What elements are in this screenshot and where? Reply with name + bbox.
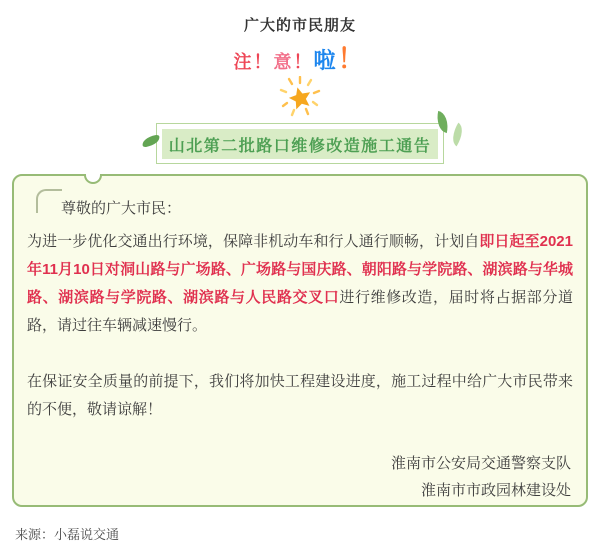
signature-municipal-construction: 淮南市市政园林建设处 [420,482,571,499]
sparkle-star-icon [0,76,600,118]
banner-title-box [162,129,438,159]
clip-notch [84,174,102,184]
signature-block [27,450,573,504]
notice-banner [156,123,444,164]
source-line: 来源：小磊说交通 [15,527,120,542]
paragraph-apology: 在保证安全质量的前提下，我们将加快工程建设进度，施工过程中给广大市民带来的不便，敬请谅解！ [27,373,573,418]
corner-bracket-decoration [36,189,62,213]
attention-line: 注！意！啦！ [233,44,367,74]
signature-traffic-police: 淮南市公安局交通警察支队 [390,455,571,472]
banner-title: 山北第二批路口维修改造施工通告 [168,137,432,155]
greeting-text: 广大的市民朋友 [243,17,356,34]
paragraph-construction-plan: 为进一步优化交通出行环境，保障非机动车和行人通行顺畅，计划自即日起至2021年11月10日对洞山路与广场路、广场路与国庆路、朝阳路与学院路、湖滨路与华城路、湖滨路与学院路、湖滨路与人民路交叉口进行维修改造，届时将占据部分道路，请过往车辆减速慢行。 [27,233,573,334]
salutation: 尊敬的广大市民： [61,200,182,217]
leaf-icon [447,123,467,147]
notice-body-card [12,174,588,507]
